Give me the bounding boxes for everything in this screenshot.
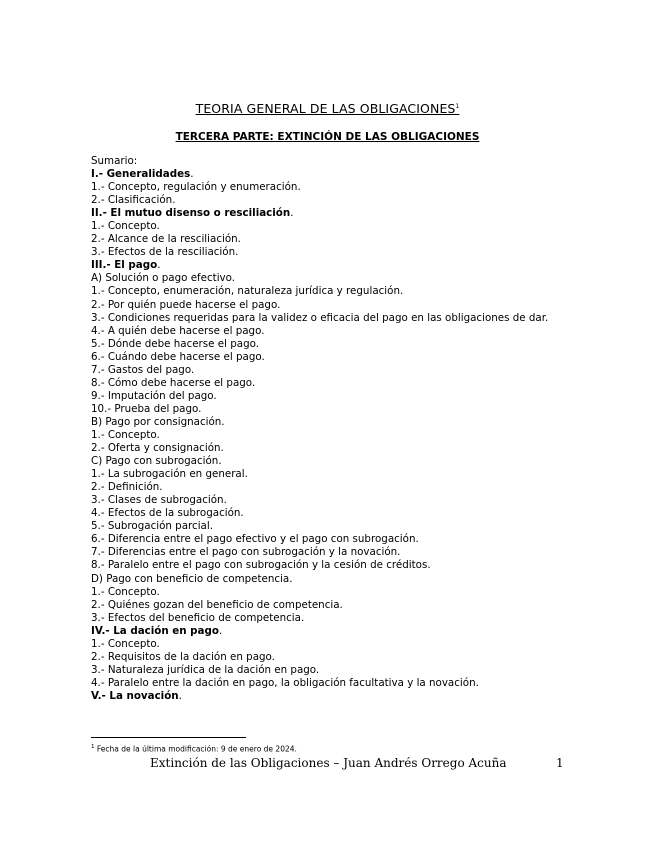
summary-item bbox=[91, 390, 565, 403]
summary-line-text: I.- Generalidades bbox=[91, 168, 191, 181]
summary-line-text: 1.- Concepto. bbox=[91, 220, 160, 233]
summary-item bbox=[91, 325, 565, 338]
summary-line-text: 8.- Paralelo entre el pago con subrogación y la cesión de créditos. bbox=[91, 559, 431, 572]
summary-line-text: 2.- Quiénes gozan del beneficio de competencia. bbox=[91, 598, 343, 611]
summary-line-text: 4.- A quién debe hacerse el pago. bbox=[91, 324, 265, 337]
summary-item bbox=[91, 573, 565, 586]
summary-item bbox=[91, 403, 565, 416]
summary-item bbox=[91, 664, 565, 677]
summary-line-text: 9.- Imputación del pago. bbox=[91, 389, 217, 402]
summary-item bbox=[91, 468, 565, 481]
summary-line-text: 1.- La subrogación en general. bbox=[91, 468, 248, 481]
summary-item bbox=[91, 677, 565, 690]
summary-item bbox=[91, 442, 565, 455]
summary-item bbox=[91, 520, 565, 533]
summary-line-period: . bbox=[157, 259, 161, 272]
summary-line-text: 2.- Alcance de la resciliación. bbox=[91, 233, 241, 246]
title-footnote-mark: 1 bbox=[455, 102, 460, 110]
summary-line-text: 7.- Diferencias entre el pago con subrogación y la novación. bbox=[91, 546, 401, 559]
summary-line-text: 5.- Dónde debe hacerse el pago. bbox=[91, 337, 260, 350]
summary-item bbox=[91, 364, 565, 377]
summary-item bbox=[91, 546, 565, 559]
document-subtitle: TERCERA PARTE: EXTINCIÓN DE LAS OBLIGACIONES bbox=[175, 131, 480, 143]
summary-heading bbox=[91, 625, 565, 638]
summary-line-text: 4.- Paralelo entre la dación en pago, la obligación facultativa y la novación. bbox=[91, 676, 479, 689]
summary-line-text: III.- El pago bbox=[91, 259, 158, 272]
summary-line-text: V.- La novación bbox=[91, 689, 179, 702]
summary-item bbox=[91, 416, 565, 429]
summary-line-text: 2.- Clasificación. bbox=[91, 194, 176, 207]
summary-line-text: 2.- Requisitos de la dación en pago. bbox=[91, 650, 275, 663]
summary-line-period: . bbox=[190, 168, 194, 181]
summary-heading bbox=[91, 207, 565, 220]
summary-item bbox=[91, 429, 565, 442]
summary-line-text: 1.- Concepto, enumeración, naturaleza jurídica y regulación. bbox=[91, 285, 404, 298]
summary-line-text: 2.- Oferta y consignación. bbox=[91, 442, 224, 455]
summary-line-period: . bbox=[218, 624, 223, 637]
summary-line-text: 3.- Efectos de la resciliación. bbox=[91, 246, 239, 259]
summary-item bbox=[91, 455, 565, 468]
summary-line-period: . bbox=[178, 689, 182, 702]
summary-item bbox=[91, 220, 565, 233]
footnote bbox=[91, 744, 297, 754]
summary-item bbox=[91, 246, 565, 259]
summary-item bbox=[91, 272, 565, 285]
summary-item bbox=[91, 233, 565, 246]
document-title-text: TEORIA GENERAL DE LAS OBLIGACIONES bbox=[195, 101, 456, 116]
summary-line-text: 10.- Prueba del pago. bbox=[91, 402, 202, 415]
summary-line-text: 4.- Efectos de la subrogación. bbox=[91, 507, 244, 520]
summary-line-text: 2.- Por quién puede hacerse el pago. bbox=[91, 298, 281, 311]
summary-item bbox=[91, 638, 565, 651]
summary-item bbox=[91, 181, 565, 194]
summary-item bbox=[91, 507, 565, 520]
summary-label: Sumario: bbox=[91, 155, 138, 167]
summary-item bbox=[91, 351, 565, 364]
summary-line-text: 3.- Condiciones requeridas para la validez o eficacia del pago en las obligaciones de dar. bbox=[91, 311, 549, 324]
summary-item bbox=[91, 194, 565, 207]
summary-line-text: 3.- Clases de subrogación. bbox=[91, 494, 227, 507]
summary-item bbox=[91, 599, 565, 612]
document-title bbox=[0, 101, 655, 116]
summary-line-text: IV.- La dación en pago bbox=[91, 624, 219, 637]
summary-item bbox=[91, 586, 565, 599]
summary-item bbox=[91, 481, 565, 494]
summary-item bbox=[91, 533, 565, 546]
summary-line-text: 1.- Concepto. bbox=[91, 585, 160, 598]
summary-heading bbox=[91, 168, 565, 181]
summary-item bbox=[91, 312, 565, 325]
summary-item bbox=[91, 285, 565, 298]
page-number: 1 bbox=[556, 756, 564, 770]
summary-line-text: 7.- Gastos del pago. bbox=[91, 363, 195, 376]
summary-heading bbox=[91, 690, 565, 703]
summary-line-text: 6.- Diferencia entre el pago efectivo y el pago con subrogación. bbox=[91, 533, 419, 546]
summary-line-text: 8.- Cómo debe hacerse el pago. bbox=[91, 376, 256, 389]
footnote-mark: 1 bbox=[91, 744, 95, 750]
summary-item bbox=[91, 377, 565, 390]
summary-item bbox=[91, 494, 565, 507]
summary-line-text: 3.- Efectos del beneficio de competencia. bbox=[91, 611, 305, 624]
summary-item bbox=[91, 338, 565, 351]
summary-heading bbox=[91, 259, 565, 272]
summary-line-period: . bbox=[290, 207, 294, 220]
summary-line-text: 5.- Subrogación parcial. bbox=[91, 520, 214, 533]
summary-line-text: 1.- Concepto, regulación y enumeración. bbox=[91, 181, 301, 194]
page-footer: Extinción de las Obligaciones – Juan Andrés Orrego Acuña bbox=[150, 756, 507, 770]
summary-line-text: A) Solución o pago efectivo. bbox=[91, 272, 236, 285]
summary-item bbox=[91, 612, 565, 625]
summary-item bbox=[91, 559, 565, 572]
summary-line-text: 1.- Concepto. bbox=[91, 637, 160, 650]
summary-line-text: 6.- Cuándo debe hacerse el pago. bbox=[91, 350, 265, 363]
summary-list bbox=[91, 168, 565, 703]
footnote-separator bbox=[91, 737, 246, 738]
summary-line-text: D) Pago con beneficio de competencia. bbox=[91, 572, 293, 585]
summary-line-text: 2.- Definición. bbox=[91, 481, 163, 494]
summary-item bbox=[91, 299, 565, 312]
footnote-text: Fecha de la última modificación: 9 de enero de 2024. bbox=[94, 744, 297, 754]
summary-line-text: B) Pago por consignación. bbox=[91, 415, 225, 428]
summary-section bbox=[91, 155, 565, 703]
summary-line-text: 3.- Naturaleza jurídica de la dación en pago. bbox=[91, 663, 320, 676]
summary-item bbox=[91, 651, 565, 664]
summary-line-text: C) Pago con subrogación. bbox=[91, 455, 222, 468]
summary-line-text: II.- El mutuo disenso o resciliación bbox=[91, 207, 291, 220]
summary-line-text: 1.- Concepto. bbox=[91, 428, 160, 441]
